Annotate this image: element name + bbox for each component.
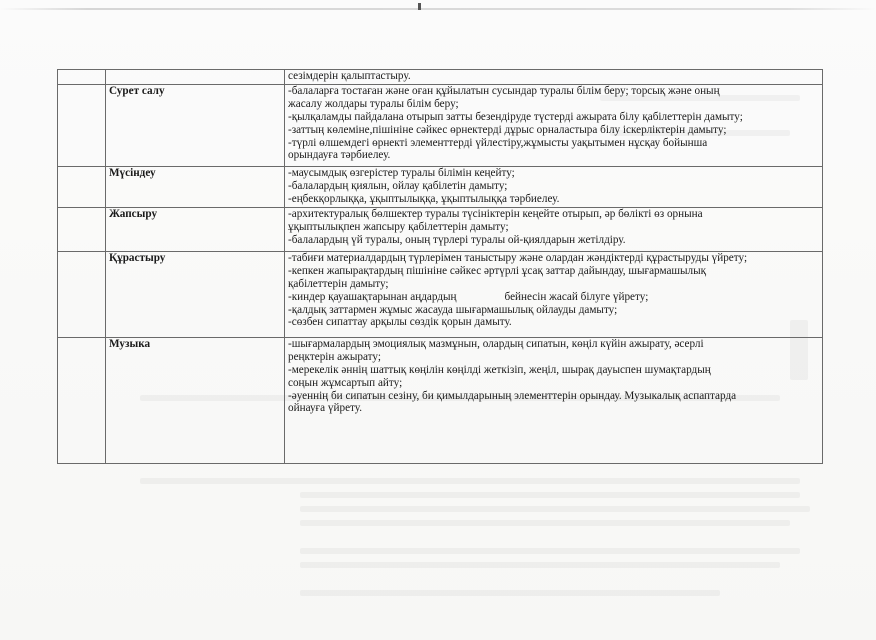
bleed-through-line [140, 478, 800, 484]
content-line: -сөзбен сипаттау арқылы сөздік қорын дамыту. [288, 316, 512, 329]
content-cell [285, 70, 823, 85]
scan-mark [418, 3, 421, 10]
content-line: -табиғи материалдардың түрлерімен таныстыру және олардан жәндіктерді құрастыруды үйрету; [288, 251, 748, 264]
table-row [58, 166, 823, 207]
content-line: -балалардың үй туралы, оның түрлері туралы ой-қиялдарын жетілдіру. [288, 233, 626, 246]
content-cell [285, 251, 823, 337]
curriculum-table [57, 69, 823, 464]
content-line: -қалдық заттармен жұмыс жасауда шығармашылық ойлауды дамыту; [288, 303, 618, 316]
content-cell [285, 337, 823, 463]
content-line: ойнауға үйрету. [288, 402, 363, 415]
content-line: соңын жұмсартып айту; [288, 376, 403, 389]
content-line: -еңбекқорлыққа, ұқыптылыққа, ұқыптылыққа тәрбиелеу. [288, 192, 560, 205]
table-row [58, 207, 823, 251]
content-line-start: -киндер қауашақтарынан аңдардың [288, 290, 457, 303]
blank-cell [58, 337, 106, 463]
content-cell [285, 84, 823, 166]
content-cell [285, 166, 823, 207]
subject-cell: Мүсіндеу [106, 166, 285, 207]
content-line: -кепкен жапырақтардың пішініне сәйкес әртүрлі ұсақ заттар дайындау, шығармашылық [288, 264, 707, 277]
content-line: -балалардың қиялын, ойлау қабілетін дамыту; [288, 179, 508, 192]
content-line: сезімдерін қалыптастыру. [288, 70, 411, 82]
content-line: -балаларға тостаған және оған құйылатын сусындар туралы білім беру; торсық және оның [288, 84, 720, 97]
table-row [58, 70, 823, 85]
bleed-through-line [300, 548, 800, 554]
content-line-end: бейнесін жасай білуге үйрету; [504, 290, 649, 303]
blank-cell [58, 84, 106, 166]
subject-cell: Сурет салу [106, 84, 285, 166]
subject-cell: Музыка [106, 337, 285, 463]
blank-cell [58, 207, 106, 251]
subject-cell: Жапсыру [106, 207, 285, 251]
content-line: -шығармалардың эмоциялық мазмұнын, олардың сипатын, көңіл күйін ажырату, әсерлі [288, 337, 704, 350]
blank-cell [58, 166, 106, 207]
bleed-through-line [300, 590, 720, 596]
content-line: қабілеттерін дамыту; [288, 277, 389, 290]
content-line: -қылқаламды пайдалана отырып затты безендіруде түстерді ажырата білу қабілеттерін дамыту; [288, 110, 743, 123]
bleed-through-line [300, 506, 810, 512]
bleed-through-line [300, 492, 800, 498]
content-line: -түрлі өлшемдегі өрнекті элементтерді үйлестіру,жұмысты уақытымен нұсқау бойынша [288, 136, 708, 149]
content-line: -маусымдық өзгерістер туралы білімін кеңейту; [288, 166, 515, 179]
table-row [58, 337, 823, 463]
blank-cell [58, 70, 106, 85]
content-line: реңктерін ажырату; [288, 350, 381, 363]
content-line [288, 291, 819, 304]
content-line: орындауға тәрбиелеу. [288, 149, 391, 162]
table-row [58, 84, 823, 166]
blank-cell [58, 251, 106, 337]
content-cell [285, 207, 823, 251]
content-line: -мерекелік әннің шаттық көңілін көңілді жеткізіп, жеңіл, шырақ дауыспен шумақтардың [288, 363, 711, 376]
subject-cell [106, 70, 285, 85]
bleed-through-line [300, 562, 780, 568]
table-row [58, 251, 823, 337]
subject-cell: Құрастыру [106, 251, 285, 337]
page-top-edge [0, 8, 876, 10]
bleed-through-line [300, 520, 790, 526]
content-line: -архитектуралық бөлшектер туралы түсініктерін кеңейте отырып, әр бөлікті өз орнына [288, 207, 703, 220]
content-line: ұқыптылықпен жапсыру қабілеттерін дамыту; [288, 220, 509, 233]
content-line: жасалу жолдары туралы білім беру; [288, 97, 459, 110]
content-line: -заттың көлеміне,пішініне сәйкес өрнектерді дұрыс орналастыра білу іскерліктерін дамыту; [288, 123, 727, 136]
content-line: -әуеннің би сипатын сезіну, би қимылдарының элементтерін орындау. Музыкалық аспаптарда [288, 389, 737, 402]
